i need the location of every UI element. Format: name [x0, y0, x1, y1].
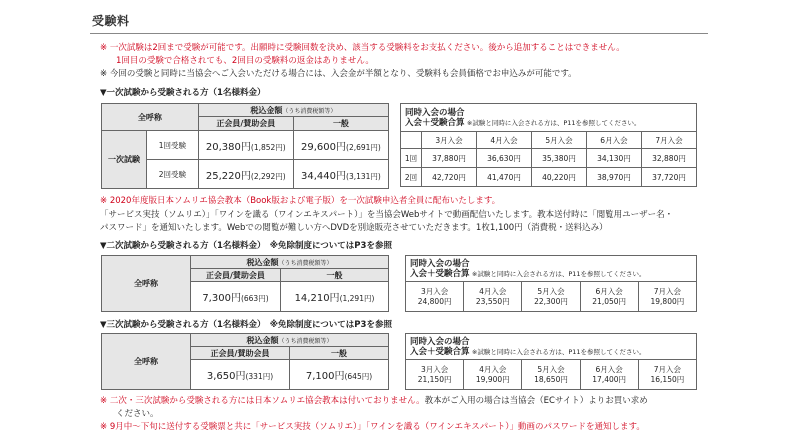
- col-all-titles: 全呼称: [102, 334, 191, 390]
- first-exam-fee-table: [101, 103, 389, 189]
- col-general: 一般: [290, 347, 389, 360]
- combined-fee: 4月入会 19,900円: [464, 360, 522, 390]
- combined-fee: 37,720円: [641, 168, 696, 187]
- note-exam-twice: ※ 一次試験は2回まで受験が可能です。出願時に受験回数を決め、該当する受験料をお支払ください。後から追加することはできません。: [100, 43, 625, 53]
- second-exam-heading: ▼二次試験から受験される方（1名様料金） ※免除制度についてはP3を参照: [100, 241, 392, 251]
- member-fee: 7,300円(663円): [191, 282, 281, 312]
- section-divider: [90, 33, 708, 34]
- table-row: [401, 149, 697, 168]
- col-general: 一般: [280, 269, 388, 282]
- table-row: [401, 168, 697, 187]
- note-no-textbook: ※ 二次・三次試験から受験される方には日本ソムリエ協会教本は付いておりません。教本がご入用の場合は当協会（ECサイト）よりお買い求め: [100, 396, 648, 406]
- join-box-header: 同時入会の場合 入会＋受験合算 ※試験と同時に入会される方は、P11を参照してください。: [406, 334, 697, 360]
- combined-fee: 37,880円: [422, 149, 477, 168]
- table-row: [102, 131, 389, 160]
- third-exam-heading: ▼三次試験から受験される方（1名様料金） ※免除制度についてはP3を参照: [100, 320, 392, 330]
- col-member: 正会員/賛助会員: [191, 347, 290, 360]
- member-fee: 25,220円(2,292円): [198, 160, 293, 189]
- row-label: 2回受験: [147, 160, 199, 189]
- tax-header: 税込金額（うち消費税額等）: [191, 334, 389, 347]
- col-member: 正会員/賛助会員: [198, 117, 293, 131]
- combined-fee: 40,220円: [531, 168, 586, 187]
- member-fee: 20,380円(1,852円): [198, 131, 293, 160]
- combined-fee: 36,630円: [476, 149, 531, 168]
- note-join-discount: ※ 今回の受験と同時に当協会へご入会いただける場合には、入会金が半額となり、受験料も会員価格でお申込みが可能です。: [100, 69, 577, 79]
- general-fee: 29,600円(2,691円): [293, 131, 388, 160]
- note-video: 「サービス実技（ソムリエ）」「ワインを識る（ワインエキスパート）」を当協会Webサイトで動画配信いたします。教本送付時に「閲覧用ユーザー名・: [100, 210, 674, 220]
- col-general: 一般: [293, 117, 388, 131]
- row-label: 2回: [401, 168, 422, 187]
- note-dvd: パスワード」を通知いたします。Webでの閲覧が難しい方へDVDを別途販売させていただきます。1枚1,100円（消費税・送料込み）: [100, 223, 608, 233]
- combined-fee: 3月入会 21,150円: [406, 360, 464, 390]
- section-title: 受験料: [92, 14, 130, 28]
- third-join-table: [405, 333, 697, 390]
- note-textbook: ※ 2020年度版日本ソムリエ協会教本（Book版および電子版）を一次試験申込者全員に配布いたします。: [100, 196, 501, 206]
- row-group-first: 一次試験: [102, 131, 147, 189]
- second-join-table: [405, 255, 697, 312]
- note-password: ※ 9月中～下旬に送付する受験票と共に「サービス実技（ソムリエ）」「ワインを識る（ワインエキスパート）」動画のパスワードを通知します。: [100, 422, 645, 432]
- general-fee: 34,440円(3,131円): [293, 160, 388, 189]
- member-fee: 3,650円(331円): [191, 360, 290, 390]
- combined-fee: 3月入会 24,800円: [406, 282, 464, 312]
- note-no-textbook-cont: ください。: [116, 409, 159, 419]
- month-header: 7月入会: [641, 132, 696, 149]
- combined-fee: 5月入会 18,650円: [522, 360, 580, 390]
- combined-fee: 41,470円: [476, 168, 531, 187]
- col-all-titles: 全呼称: [102, 256, 191, 312]
- month-header: 3月入会: [422, 132, 477, 149]
- combined-fee: 32,880円: [641, 149, 696, 168]
- general-fee: 14,210円(1,291円): [280, 282, 388, 312]
- join-box-header: 同時入会の場合 入会＋受験合算 ※試験と同時に入会される方は、P11を参照してください。: [406, 256, 697, 282]
- table-row: [406, 360, 697, 390]
- combined-fee: 42,720円: [422, 168, 477, 187]
- combined-fee: 7月入会 19,800円: [638, 282, 696, 312]
- combined-fee: 4月入会 23,550円: [464, 282, 522, 312]
- combined-fee: 5月入会 22,300円: [522, 282, 580, 312]
- row-label: 1回: [401, 149, 422, 168]
- note-no-refund: 1回目の受験で合格されても、2回目の受験料の返金はありません。: [116, 56, 374, 66]
- month-header: 6月入会: [586, 132, 641, 149]
- first-join-table: [400, 103, 697, 187]
- first-exam-heading: ▼一次試験から受験される方（1名様料金）: [100, 88, 266, 98]
- combined-fee: 34,130円: [586, 149, 641, 168]
- month-header: 5月入会: [531, 132, 586, 149]
- col-member: 正会員/賛助会員: [191, 269, 281, 282]
- table-row: [406, 282, 697, 312]
- combined-fee: 35,380円: [531, 149, 586, 168]
- col-all-titles: 全呼称: [102, 104, 199, 131]
- month-header: 4月入会: [476, 132, 531, 149]
- join-box-header: 同時入会の場合 入会＋受験合算 ※試験と同時に入会される方は、P11を参照してください。: [401, 104, 697, 132]
- combined-fee: 6月入会 21,050円: [580, 282, 638, 312]
- combined-fee: 7月入会 16,150円: [638, 360, 696, 390]
- combined-fee: 38,970円: [586, 168, 641, 187]
- general-fee: 7,100円(645円): [290, 360, 389, 390]
- row-label: 1回受験: [147, 131, 199, 160]
- tax-header: 税込金額（うち消費税額等）: [198, 104, 388, 117]
- second-exam-fee-table: [101, 255, 389, 312]
- combined-fee: 6月入会 17,400円: [580, 360, 638, 390]
- tax-header: 税込金額（うち消費税額等）: [191, 256, 389, 269]
- third-exam-fee-table: [101, 333, 389, 390]
